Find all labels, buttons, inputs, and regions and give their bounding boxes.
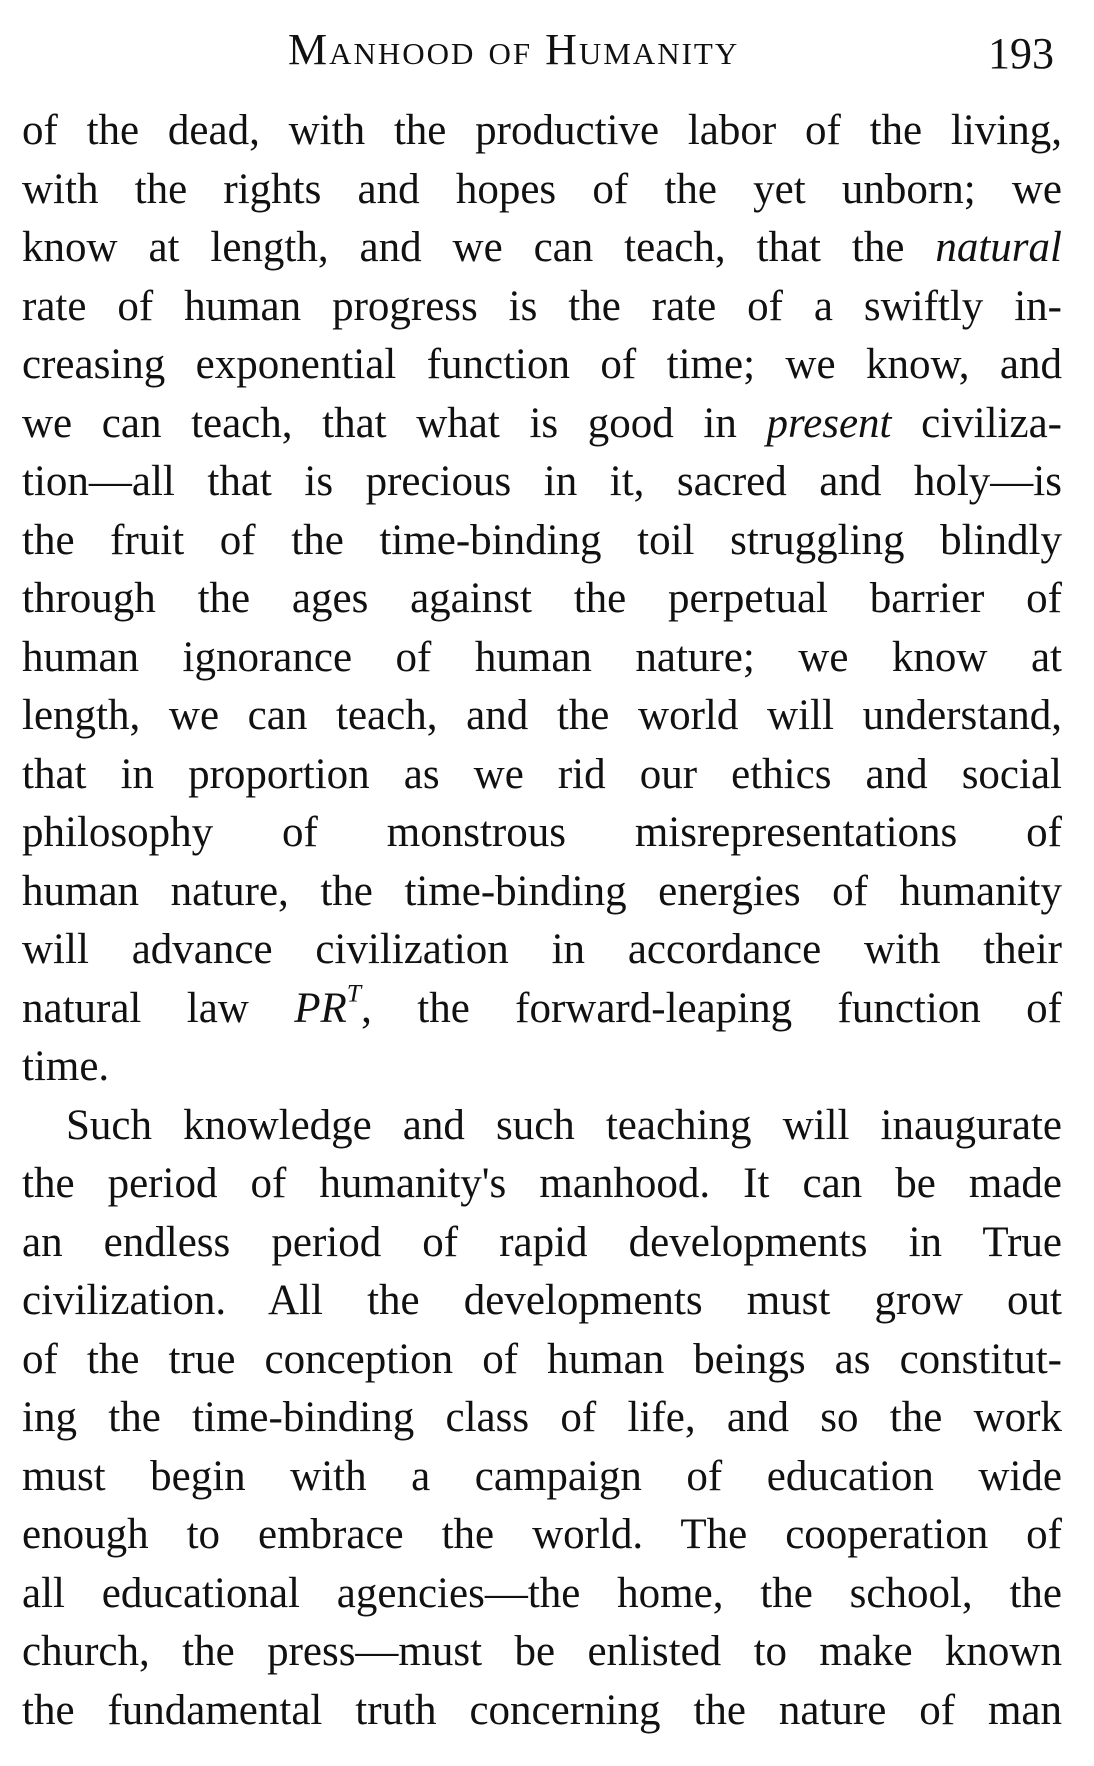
text-line	[22, 1038, 1062, 1097]
text-line	[22, 395, 1062, 454]
text-segment: the fundamental truth concerning the nature of man	[22, 1686, 1062, 1734]
text-line	[22, 1331, 1062, 1390]
text-segment: creasing exponential function of time; we know, and	[22, 341, 1062, 388]
italic-text: natural	[935, 224, 1062, 271]
text-line	[22, 1097, 1062, 1156]
italic-text: PR	[294, 984, 347, 1032]
text-line	[22, 570, 1062, 629]
text-segment: church, the press—must be enlisted to make known	[22, 1628, 1062, 1675]
text-line	[22, 102, 1062, 161]
text-segment: philosophy of monstrous misrepresentations of	[22, 809, 1062, 856]
text-segment: all educational agencies—the home, the school, the	[22, 1569, 1062, 1617]
text-line	[22, 746, 1062, 805]
text-line	[22, 1565, 1062, 1624]
text-segment: an endless period of rapid developments in True	[22, 1218, 1062, 1266]
text-line	[22, 453, 1062, 512]
paragraph	[22, 102, 1062, 1097]
text-segment: the period of humanity's manhood. It can be made	[22, 1160, 1062, 1207]
text-segment: ing the time-binding class of life, and so the work	[22, 1394, 1062, 1441]
text-segment: know at length, and we can teach, that the	[22, 224, 936, 271]
text-segment: , the forward-leaping function of	[361, 984, 1062, 1032]
text-line	[22, 1623, 1062, 1682]
text-segment: civilization. All the developments must grow out	[22, 1277, 1062, 1324]
running-title: Manhood of Humanity	[288, 25, 740, 74]
text-line	[22, 1272, 1062, 1331]
text-line	[22, 161, 1062, 220]
text-segment: the fruit of the time-binding toil struggling blindly	[22, 516, 1062, 564]
text-line	[22, 512, 1062, 571]
text-line	[22, 921, 1062, 980]
text-line	[22, 1506, 1062, 1565]
text-segment: human ignorance of human nature; we know at	[22, 633, 1062, 681]
text-line	[22, 219, 1062, 278]
text-segment: must begin with a campaign of education wide	[22, 1452, 1062, 1500]
text-line	[22, 1682, 1062, 1741]
text-line	[22, 336, 1062, 395]
italic-text: present	[766, 399, 892, 447]
text-segment: will advance civilization in accordance with their	[22, 926, 1062, 973]
text-segment: human nature, the time-binding energies of humanity	[22, 867, 1062, 915]
text-segment: of the true conception of human beings as constitut-	[22, 1335, 1062, 1383]
text-segment: we can teach, that what is good in	[22, 399, 767, 447]
body-text	[22, 102, 1062, 1740]
text-segment: tion—all that is precious in it, sacred and holy—is	[22, 458, 1062, 505]
text-line	[22, 804, 1062, 863]
text-line	[22, 687, 1062, 746]
superscript: T	[346, 977, 362, 1007]
text-line	[22, 863, 1062, 922]
text-segment: that in proportion as we rid our ethics and social	[22, 750, 1062, 798]
text-line	[22, 1155, 1062, 1214]
text-line	[22, 1389, 1062, 1448]
text-line	[22, 977, 1062, 1039]
text-line	[22, 278, 1062, 337]
running-head	[0, 18, 1094, 78]
text-line	[22, 629, 1062, 688]
text-segment: rate of human progress is the rate of a swiftly in-	[22, 282, 1062, 330]
text-segment: time.	[22, 1043, 110, 1090]
text-segment: civiliza-	[891, 399, 1062, 447]
text-segment: length, we can teach, and the world will understand,	[22, 692, 1062, 739]
text-segment: of the dead, with the productive labor of the living,	[22, 107, 1062, 154]
text-segment: through the ages against the perpetual barrier of	[22, 575, 1062, 622]
text-segment: Such knowledge and such teaching will inaugurate	[66, 1101, 1062, 1149]
text-segment: enough to embrace the world. The cooperation of	[22, 1511, 1062, 1558]
text-line	[22, 1448, 1062, 1507]
page-number: 193	[988, 29, 1054, 78]
paragraph	[22, 1097, 1062, 1741]
text-line	[22, 1214, 1062, 1273]
text-segment: natural law	[22, 984, 295, 1032]
text-segment: with the rights and hopes of the yet unborn; we	[22, 165, 1062, 213]
